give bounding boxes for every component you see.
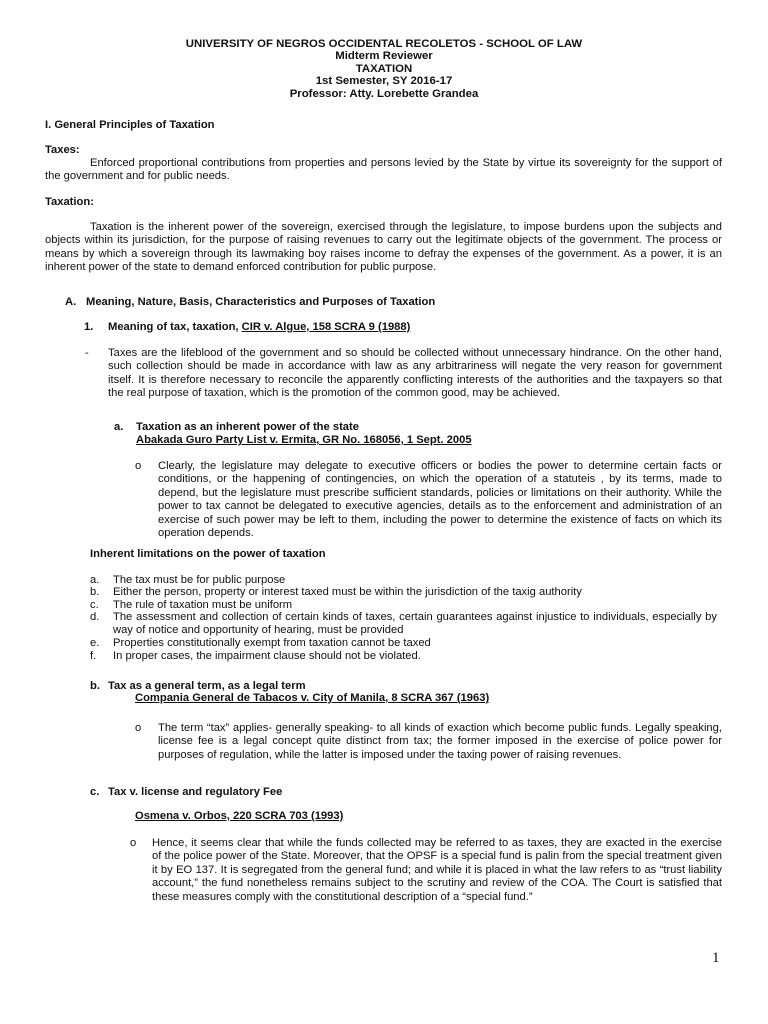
subsection-a-title: Meaning, Nature, Basis, Characteristics and Purposes of Taxation — [86, 296, 436, 308]
limitation-letter: b. — [90, 586, 100, 598]
item-b-text: The term “tax” applies- generally speaking- to all kinds of exaction which become public funds. Legally speaking, license fee is a legal concept quite distinct from tax; the former imposed in the exercise of police power for purposes of regulation, while the latter is imposed under the taxing power of raising revenues. — [158, 722, 722, 761]
item-c-text: Hence, it seems clear that while the funds collected may be referred to as taxes, they are exacted in the exercise of the police power of the State. Moreover, that the OPSF is a special fund is palin from the special treatment given it by EO 137. It is segregated from the general fund; and while it is placed in what the law refers to as “trust liability account,” the fund nonetheless remains subject to the scrutiny and review of the COA. The Court is satisfied that these measures comply with the constitutional description of a “special fund.” — [152, 837, 722, 903]
item-c-label: c. — [90, 786, 100, 798]
limitation-letter: d. — [90, 611, 100, 623]
item-a-label: a. — [114, 421, 124, 433]
section-title: I. General Principles of Taxation — [45, 119, 215, 131]
limitation-text: Either the person, property or interest taxed must be within the jurisdiction of the taxig authority — [113, 586, 582, 598]
limitation-text: Properties constitutionally exempt from taxation cannot be taxed — [113, 637, 431, 649]
page-number: 1 — [712, 950, 720, 966]
item-a-case-citation: Abakada Guro Party List v. Ermita, GR No. 168056, 1 Sept. 2005 — [136, 434, 472, 446]
item-1-case-citation: CIR v. Algue, 158 SCRA 9 (1988) — [241, 321, 411, 333]
taxation-label: Taxation: — [45, 196, 94, 208]
limitation-text: The assessment and collection of certain kinds of taxes, certain guarantees against injustice to individuals, especially by way of notice and opportunity of hearing, must be provided — [113, 611, 717, 637]
taxes-label: Taxes: — [45, 144, 80, 156]
header-reviewer: Midterm Reviewer — [335, 50, 433, 63]
subsection-a-label: A. — [65, 296, 77, 308]
header-professor: Professor: Atty. Lorebette Grandea — [289, 87, 479, 100]
dash-bullet: - — [85, 347, 89, 359]
limitation-text: The tax must be for public purpose — [113, 574, 286, 586]
item-c-case-citation: Osmena v. Orbos, 220 SCRA 703 (1993) — [135, 810, 344, 822]
header-semester: 1st Semester, SY 2016-17 — [315, 75, 453, 88]
item-1-heading — [108, 321, 410, 334]
circle-bullet: o — [135, 722, 142, 734]
limitation-letter: a. — [90, 574, 100, 586]
item-b-label: b. — [90, 680, 100, 692]
item-a-text: Clearly, the legislature may delegate to executive officers or bodies the power to determine certain facts or conditions, or the happening of contingencies, on which the operation of a statuteis , by its terms, made to depend, but the legislature must prescribe sufficient standards, policies or limitations on their authority. While the power to tax cannot be delegated to executive agencies, details as to the enforcement and administration of an exercise of such power may be left to them, including the power to determine the existence of facts on which its operation depends. — [158, 460, 722, 540]
limitation-text: In proper cases, the impairment clause should not be violated. — [113, 650, 421, 662]
item-1-text: Taxes are the lifeblood of the government and so should be collected without unnecessary hindrance. On the other hand, such collection should be made in accordance with law as any arbitrariness will negate the very reason for government itself. It is therefore necessary to reconcile the apparently conflicting interests of the authorities and the taxpayers so that the real purpose of taxation, which is the promotion of the common good, may be achieved. — [108, 347, 722, 400]
item-b-title: Tax as a general term, as a legal term — [108, 680, 306, 692]
limitation-letter: f. — [90, 650, 97, 662]
header-subject: TAXATION — [355, 62, 413, 75]
taxation-definition: Taxation is the inherent power of the sovereign, exercised through the legislature, to impose burdens upon the subjects and objects within its jurisdiction, for the purpose of raising revenues to carry out the legitimate objects of the government. The process or means by which a sovereign through its lawmaking boy raises income to defray the expenses of the government. As a power, it is an inherent power of the state to demand enforced contribution for public purpose. — [45, 221, 722, 274]
header-university: UNIVERSITY OF NEGROS OCCIDENTAL RECOLETOS - SCHOOL OF LAW — [185, 38, 583, 50]
circle-bullet: o — [130, 837, 137, 849]
item-a-title: Taxation as an inherent power of the state — [136, 421, 359, 433]
item-1-label: 1. — [84, 321, 94, 333]
item-1-title: Meaning of tax, taxation, — [108, 321, 242, 333]
item-b-case-citation: Compania General de Tabacos v. City of Manila, 8 SCRA 367 (1963) — [135, 692, 490, 704]
item-c-title: Tax v. license and regulatory Fee — [108, 786, 283, 798]
taxes-definition: Enforced proportional contributions from properties and persons levied by the State by virtue its sovereignty for the support of the government and for public needs. — [45, 157, 722, 183]
limitation-letter: e. — [90, 637, 100, 649]
limitations-title: Inherent limitations on the power of taxation — [90, 548, 326, 560]
limitation-text: The rule of taxation must be uniform — [113, 599, 293, 611]
document-header — [0, 38, 768, 100]
circle-bullet: o — [135, 460, 142, 472]
limitation-letter: c. — [90, 599, 99, 611]
